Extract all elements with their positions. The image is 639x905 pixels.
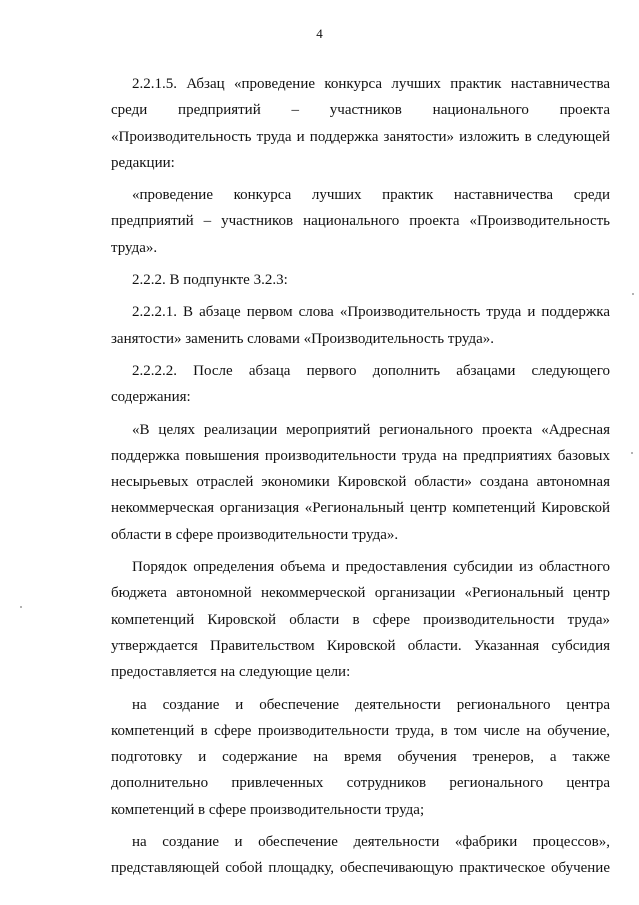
page-number: 4 [316, 26, 323, 41]
paragraph-new-wording: «проведение конкурса лучших практик наставничества среди предприятий – участников национального проекта «Производительность труда». [111, 187, 610, 256]
scan-artifact [632, 293, 634, 295]
paragraph-2-2-1-5: 2.2.1.5. Абзац «проведение конкурса лучших практик наставничества среди предприятий – участников национального проекта «Производительность труда и поддержка занятости» изложить в следующей редакции: [111, 76, 610, 171]
paragraph-2-2-2: 2.2.2. В подпункте 3.2.3: [132, 272, 288, 289]
document-body [111, 71, 610, 888]
paragraph-subsidy-procedure: Порядок определения объема и предоставления субсидии из областного бюджета автономной некоммерческой организации «Региональный центр компетенций Кировской области в сфере производительности труда» утверждается Правительством Кировской области. Указанная субсидия предоставляется на следующие цели: [111, 559, 610, 681]
scan-artifact [20, 606, 22, 608]
paragraph-regional-project: «В целях реализации мероприятий регионального проекта «Адресная поддержка повышения производительности труда на предприятиях базовых несырьевых отраслей экономики Кировской области» создана автономная некоммерческая организация «Региональный центр компетенций Кировской области в сфере производительности труда». [111, 421, 610, 543]
paragraph-competence-center: на создание и обеспечение деятельности регионального центра компетенций в сфере производительности труда, в том числе на обучение, подготовку и содержание на время обучения тренеров, а также дополнительно привлеченных сотрудников регионального центра компетенций в сфере производительности труда; [111, 696, 610, 818]
paragraph-process-factory: на создание и обеспечение деятельности «фабрики процессов», представляющей собой площадку, обеспечивающую практическое обучение [111, 834, 610, 877]
paragraph-2-2-2-1: 2.2.2.1. В абзаце первом слова «Производительность труда и поддержка занятости» заменить словами «Производительность труда». [111, 304, 610, 347]
paragraph-2-2-2-2: 2.2.2.2. После абзаца первого дополнить абзацами следующего содержания: [111, 362, 610, 406]
scan-artifact [631, 452, 633, 454]
